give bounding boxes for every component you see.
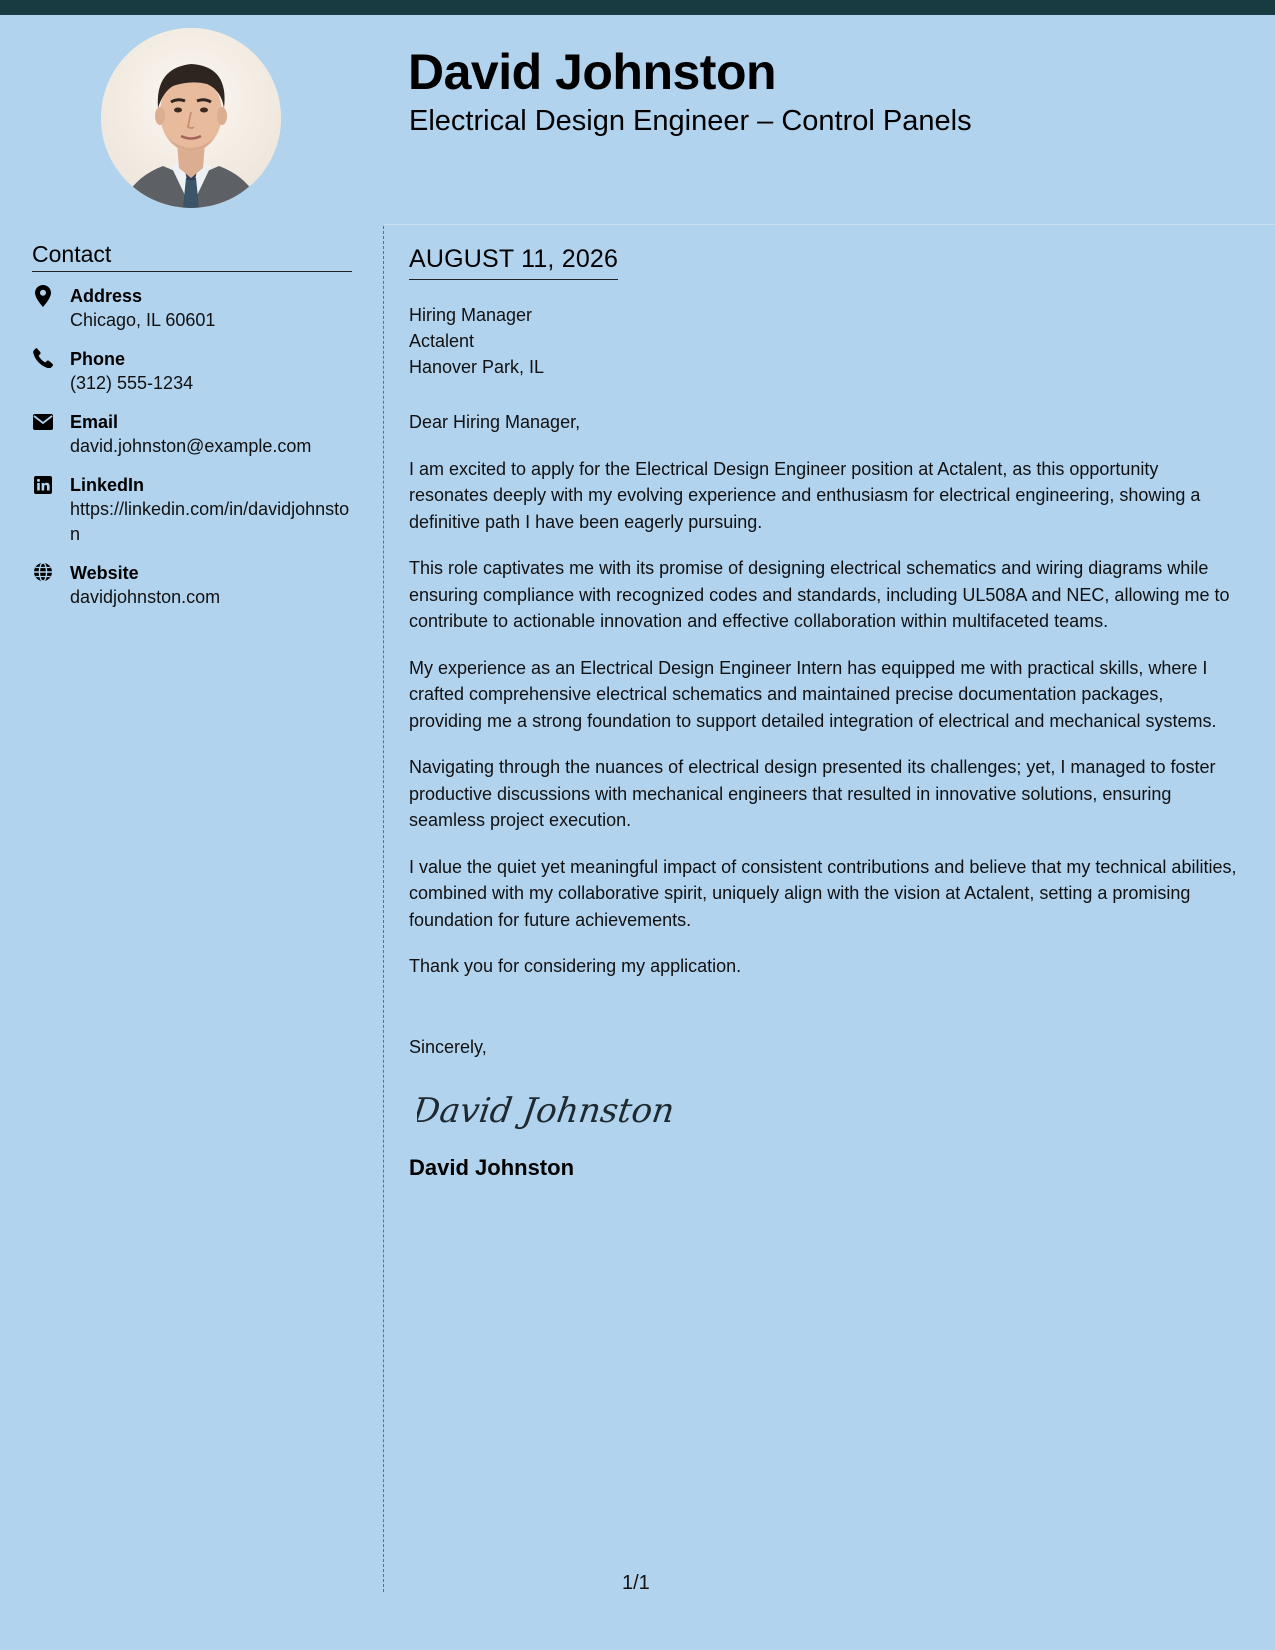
phone-value: (312) 555-1234 xyxy=(70,373,194,393)
website-value[interactable]: davidjohnston.com xyxy=(70,587,221,607)
letter-body xyxy=(409,244,1241,1182)
email-value: david.johnston@example.com xyxy=(70,436,312,456)
signoff-name: David Johnston xyxy=(409,1155,575,1180)
avatar xyxy=(101,28,281,208)
contact-item-email xyxy=(32,410,352,459)
envelope-icon xyxy=(32,411,54,433)
linkedin-value[interactable]: https://linkedin.com/in/davidjohnston xyxy=(70,499,350,544)
contact-label: Website xyxy=(70,563,139,583)
recipient-company: Actalent xyxy=(409,331,475,351)
signature-text: David Johnston xyxy=(417,1091,677,1131)
paragraph: Thank you for considering my application. xyxy=(409,956,742,976)
phone-icon xyxy=(32,348,54,370)
recipient-block xyxy=(409,302,1241,380)
contact-label: Phone xyxy=(70,349,126,369)
letter-date: AUGUST 11, 2026 xyxy=(409,244,618,280)
paragraph: I am excited to apply for the Electrical Design Engineer position at Actalent, as this opportunity resonates deeply with my evolving experience and enthusiasm for electrical engineering, showing a definitive path I have been eagerly pursuing. xyxy=(409,458,1201,532)
contact-item-address xyxy=(32,284,352,333)
contact-label: Address xyxy=(70,286,143,306)
header-divider xyxy=(384,224,1275,225)
recipient-location: Hanover Park, IL xyxy=(409,357,545,377)
paragraph: This role captivates me with its promise of designing electrical schematics and wiring diagrams while ensuring compliance with recognized codes and standards, including UL508A and NEC, allowing me to contribute to actionable innovation and effective collaboration within multifaceted teams. xyxy=(409,558,1230,631)
contact-label: LinkedIn xyxy=(70,475,145,495)
contact-item-phone xyxy=(32,347,352,396)
contact-item-linkedin xyxy=(32,473,352,547)
globe-icon xyxy=(32,562,54,584)
paragraph: My experience as an Electrical Design Engineer Intern has equipped me with practical skills, where I crafted comprehensive electrical schematics and maintained precise documentation packages, providing me a strong foundation to support detailed integration of electrical and mechanical systems. xyxy=(409,657,1217,731)
paragraph: Navigating through the nuances of electrical design presented its challenges; yet, I managed to foster productive discussions with mechanical engineers that resulted in innovative solutions, ensuring seamless project execution. xyxy=(409,757,1216,830)
contact-list xyxy=(32,284,352,610)
address-value: Chicago, IL 60601 xyxy=(70,310,216,330)
applicant-name: David Johnston xyxy=(408,44,777,100)
closing: Sincerely, xyxy=(409,1036,487,1057)
contact-heading: Contact xyxy=(32,240,352,272)
page-number: 1/1 xyxy=(622,1572,650,1594)
contact-sidebar xyxy=(32,240,352,624)
linkedin-icon xyxy=(32,474,54,496)
handwritten-signature xyxy=(417,1080,1241,1140)
job-title: Electrical Design Engineer – Control Panels xyxy=(409,105,972,137)
contact-item-website xyxy=(32,561,352,610)
contact-label: Email xyxy=(70,412,119,432)
column-divider xyxy=(383,226,384,1592)
map-pin-icon xyxy=(32,285,54,307)
recipient-name: Hiring Manager xyxy=(409,305,533,325)
portrait-photo xyxy=(101,28,281,208)
paragraph: I value the quiet yet meaningful impact of consistent contributions and believe that my technical abilities, combined with my collaborative spirit, uniquely align with the vision at Actalent, setting a promising foundation for future achievements. xyxy=(409,856,1237,930)
top-accent-bar xyxy=(0,0,1275,15)
salutation: Dear Hiring Manager, xyxy=(409,412,581,432)
